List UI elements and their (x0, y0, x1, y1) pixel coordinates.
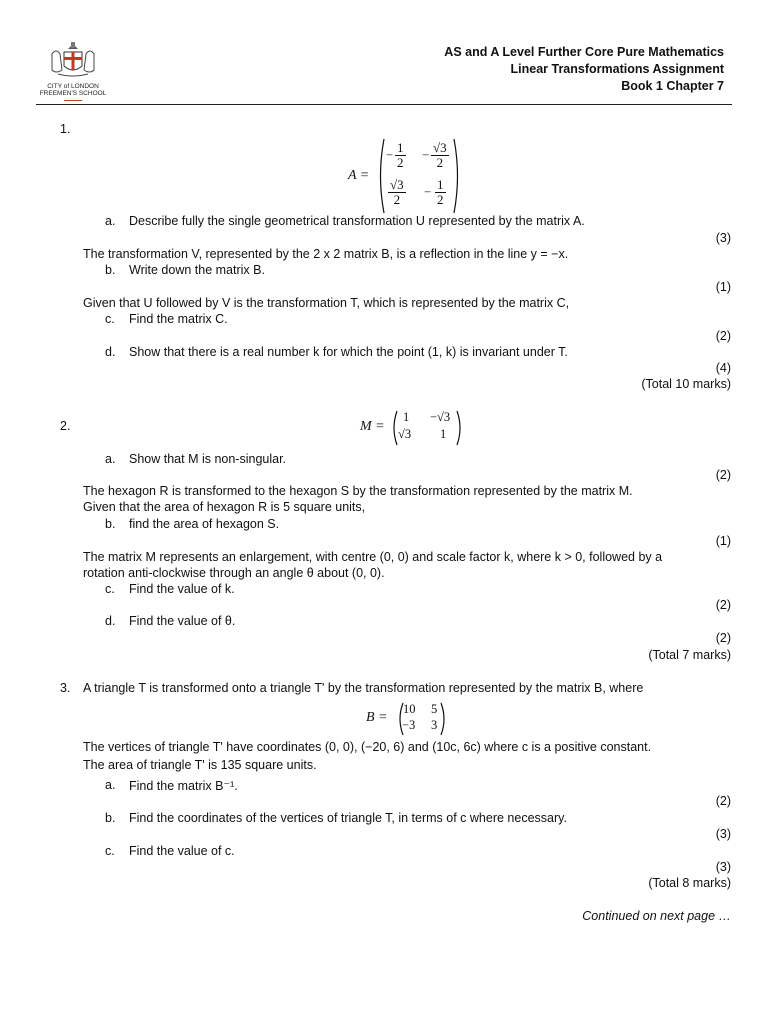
q3-intro: A triangle T is transformed onto a triangle T' by the transformation represented by the matrix B, where (83, 681, 644, 695)
q3-c-marks: (3) (715, 860, 731, 874)
q2-matrix-label: M = (360, 419, 385, 434)
right-paren-icon (440, 702, 448, 736)
q2-a-text: Show that M is non-singular. (129, 452, 287, 466)
q2-a-label: a. (105, 452, 116, 466)
q3-area: The area of triangle T' is 135 square units. (83, 758, 317, 772)
q3-total: (Total 8 marks) (648, 876, 731, 890)
q3-c-text: Find the value of c. (129, 844, 235, 858)
q1-intro-b: The transformation V, represented by the 2 x 2 matrix B, is a reflection in the line y = −x. (83, 247, 569, 261)
header-title-line1: AS and A Level Further Core Pure Mathematics (444, 45, 724, 59)
q1-b-marks: (1) (715, 280, 731, 294)
q2-m22: 1 (440, 427, 447, 441)
q3-m21: −3 (402, 718, 416, 732)
q1-c-label: c. (105, 312, 115, 326)
q2-m11: 1 (403, 410, 410, 424)
q1-total: (Total 10 marks) (641, 377, 731, 391)
q3-c-label: c. (105, 844, 115, 858)
q2-intro-c1: The matrix M represents an enlargement, with centre (0, 0) and scale factor k, where k > 0, followed by a (83, 550, 663, 564)
q1-d-label: d. (105, 345, 116, 359)
q2-a-marks: (2) (715, 468, 731, 482)
q3-m22: 3 (431, 718, 438, 732)
q3-a-marks: (2) (715, 794, 731, 808)
crest-icon (38, 40, 108, 80)
q1-d-marks: (4) (715, 361, 731, 375)
q1-m21: $\frac{√3}{2}$ (390, 177, 404, 207)
q2-b-text: find the area of hexagon S. (129, 517, 280, 531)
q1-b-text: Write down the matrix B. (129, 263, 265, 277)
q1-m12: $\frac{√3}{2}$ (433, 140, 447, 170)
q3-matrix-label: B = (366, 710, 388, 725)
q1-intro-c: Given that U followed by V is the transformation T, which is represented by the matrix C, (83, 296, 570, 310)
q1-c-marks: (2) (715, 329, 731, 343)
q2-d-marks: (2) (715, 631, 731, 645)
logo-text-line2: FREEMEN'S SCHOOL (39, 90, 107, 98)
q3-a-text: Find the matrix B⁻¹. (129, 779, 238, 793)
q1-a-text: Describe fully the single geometrical transformation U represented by the matrix A. (129, 214, 585, 228)
q2-d-label: d. (105, 614, 116, 628)
q1-matrix: A = − $\frac{1}{2}$ − $\frac{√3}{2}$ $\frac{√3}{2}$ − $\frac{1}{2}$ (348, 138, 468, 214)
header-title-line2: Linear Transformations Assignment (510, 62, 724, 76)
q2-intro-b1: The hexagon R is transformed to the hexagon S by the transformation represented by the matrix M. (83, 484, 633, 498)
q2-c-text: Find the value of k. (129, 582, 235, 596)
continued-note: Continued on next page … (582, 909, 731, 923)
logo-text-line1: CITY of LONDON (47, 83, 99, 90)
q3-matrix (366, 702, 456, 736)
q2-matrix (360, 410, 470, 446)
header-divider (36, 104, 732, 105)
left-paren-icon (390, 410, 398, 446)
q2-total: (Total 7 marks) (648, 648, 731, 662)
logo-underline (64, 100, 82, 101)
q1-m11: $\frac{1}{2}$ (397, 140, 404, 170)
q1-b-label: b. (105, 263, 116, 277)
q1-a-marks: (3) (715, 231, 731, 245)
q3-b-text: Find the coordinates of the vertices of triangle T, in terms of c where necessary. (129, 811, 567, 825)
q1-matrix-label: A = (348, 168, 370, 183)
q2-m21: √3 (398, 427, 412, 441)
q3-number: 3. (60, 681, 71, 695)
q1-d-text: Show that there is a real number k for which the point (1, k) is invariant under T. (129, 345, 568, 359)
q2-intro-c2: rotation anti-clockwise through an angle θ about (0, 0). (83, 566, 385, 580)
q2-c-marks: (2) (715, 598, 731, 612)
q3-b-marks: (3) (715, 827, 731, 841)
q3-b-label: b. (105, 811, 116, 825)
q3-vertices: The vertices of triangle T' have coordinates (0, 0), (−20, 6) and (10c, 6c) where c is a positive constant. (83, 740, 652, 754)
q2-b-label: b. (105, 517, 116, 531)
q1-a-label: a. (105, 214, 116, 228)
q2-d-text: Find the value of θ. (129, 614, 236, 628)
q3-m11: 10 (403, 702, 416, 716)
q3-m12: 5 (431, 702, 438, 716)
q1-number: 1. (60, 122, 71, 136)
q2-m12: −√3 (430, 410, 451, 424)
school-logo (38, 40, 108, 98)
q3-a-label: a. (105, 778, 116, 792)
header-title-line3: Book 1 Chapter 7 (621, 79, 724, 93)
right-paren-icon (456, 410, 464, 446)
q2-number: 2. (60, 419, 71, 433)
q2-c-label: c. (105, 582, 115, 596)
q1-c-text: Find the matrix C. (129, 312, 228, 326)
q2-b-marks: (1) (715, 534, 731, 548)
q1-m22: $\frac{1}{2}$ (437, 177, 444, 207)
q2-intro-b2: Given that the area of hexagon R is 5 square units, (83, 500, 366, 514)
left-paren-icon (376, 138, 386, 214)
right-paren-icon (452, 138, 462, 214)
